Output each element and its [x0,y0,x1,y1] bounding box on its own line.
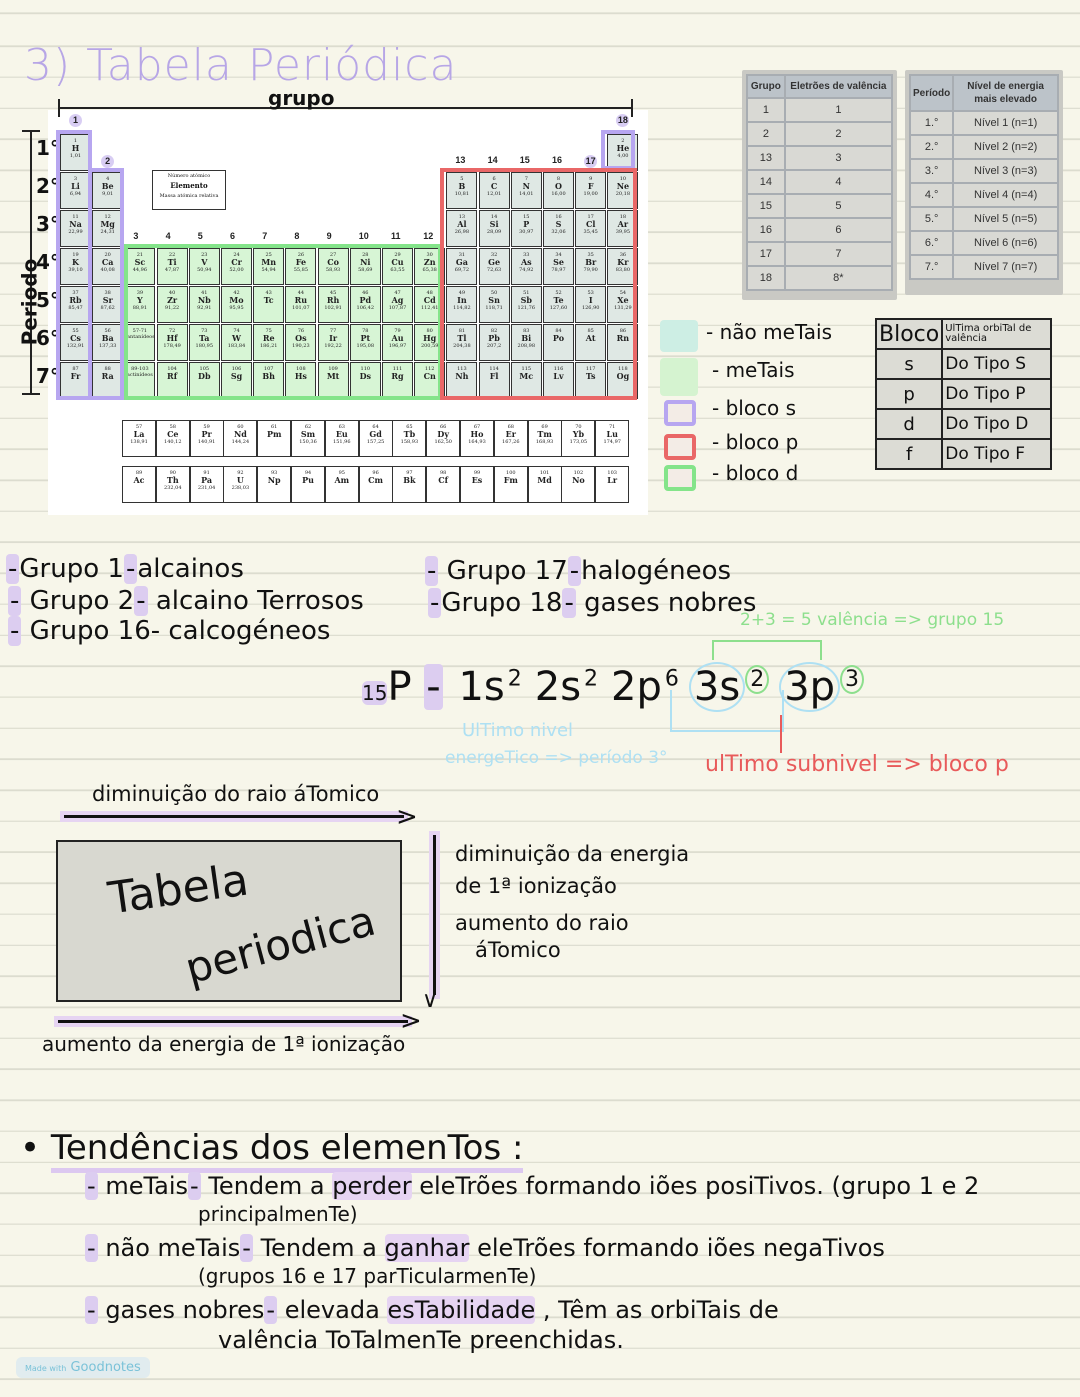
element-cell: 12 Mg 24,31 [92,210,123,247]
legend-swatch [660,358,698,396]
table-cell: 17 [747,242,785,266]
element-cell: 82 Pb 207,2 [479,324,510,361]
tendency-item-continuation: principalmenTe) [198,1202,358,1226]
element-cell: 3 Li 6,94 [60,172,91,209]
valence-electrons-table [746,74,893,291]
period-label: 3° [36,212,60,236]
d-block-outline [124,244,442,400]
key-atomic-mass: Massa atómica relativa [159,193,219,199]
element-cell: 7 N 14,01 [511,172,542,209]
period-label: 7° [36,364,60,388]
legend-swatch [660,320,698,352]
table-cell: 4 [785,170,892,194]
element-cell: 52 Te 127,60 [543,286,574,323]
table-row [747,170,892,194]
table-cell: 5.° [910,207,953,231]
p-block-outline [440,168,637,400]
element-cell: 96 Cm [359,466,393,503]
block-table [875,318,1052,470]
element-cell: 76 Os 190,23 [285,324,316,361]
element-cell: 78 Pt 195,08 [350,324,381,361]
element-cell: 15 P 30,97 [511,210,542,247]
element-cell: 17 Cl 35,45 [575,210,606,247]
group-name-18: -Grupo 18- gases nobres [430,588,757,618]
element-cell: 19 K 39,10 [60,248,91,285]
table-row [876,349,1051,379]
legend-label: - meTais [712,358,795,382]
table-cell: 1 [785,98,892,122]
tendency-item-continuation: (grupos 16 e 17 parTicularmenTe) [198,1264,537,1288]
element-cell: 62 Sm 150,36 [291,420,325,457]
table-cell: 14 [747,170,785,194]
table-cell: 5 [785,194,892,218]
element-cell: 73 Ta 180,95 [189,324,220,361]
page-title: 3) Tabela Periódica [24,40,458,91]
table-cell: Nível 6 (n=6) [953,231,1058,255]
orbital-type: Do Tipo D [942,409,1051,439]
element-cell: 14 Si 28,09 [479,210,510,247]
table-row [747,194,892,218]
element-cell: 27 Co 58,93 [318,248,349,285]
element-cell: 36 Kr 83,80 [607,248,638,285]
arrow-head-icon: > [396,802,418,832]
group-number: 14 [487,155,498,165]
element-cell: 21 Sc 44,96 [124,248,155,285]
s-block-outline-group1 [56,130,92,400]
period-label: 4° [36,250,60,274]
element-cell: 72 Hf 178,49 [157,324,188,361]
element-cell: 81 Tl 204,38 [446,324,477,361]
orbital-term: 2p $^6$ [611,664,679,710]
table-cell: 6 [785,218,892,242]
table-row [747,242,892,266]
element-cell: 84 Po [543,324,574,361]
element-cell: 89-103 actinídeos [124,362,155,399]
element-cell: 67 Ho 164,93 [460,420,494,457]
table-cell: 7.° [910,255,953,279]
table-row [876,439,1051,469]
table-cell: 1 [747,98,785,122]
table-row [747,266,892,290]
element-cell: 87 Fr [60,362,91,399]
element-cell: 18 Ar 39,95 [607,210,638,247]
element-cell: 66 Dy 162,50 [426,420,460,457]
group-number: 2 [101,155,114,168]
table-row [910,255,1058,279]
element-cell: 89 Ac [122,466,156,503]
element-cell: 16 S 32,06 [543,210,574,247]
element-cell: 38 Sr 87,62 [92,286,123,323]
last-level-note-1: UlTimo nivel [462,720,574,741]
element-cell: 45 Rh 102,91 [318,286,349,323]
period-label: 2° [36,174,60,198]
table-cell: 15 [747,194,785,218]
orbital-term: 2s $^2$ [534,664,599,710]
element-cell: 95 Am [325,466,359,503]
element-cell: 47 Ag 107,87 [382,286,413,323]
legend-label: - bloco p [712,430,799,454]
table-row [876,409,1051,439]
element-cell: 75 Re 186,21 [253,324,284,361]
goodnotes-watermark: Made with Goodnotes [16,1357,150,1378]
element-cell: 91 Pa 231,04 [190,466,224,503]
group-name-2: - Grupo 2- alcaino Terrosos [10,586,364,616]
element-cell: 111 Rg [382,362,413,399]
block-letter: p [876,379,942,409]
atomic-number: 15 [362,681,388,705]
tendency-item-continuation: valência ToTalmenTe preenchidas. [218,1326,624,1354]
table-row [910,135,1058,159]
group-number: 4 [165,231,171,241]
group-axis-label: grupo [268,86,335,110]
energy-level-table [909,74,1059,280]
element-cell: 103 Lr [595,466,629,503]
arrow-head-down-icon: ∨ [422,988,439,1013]
legend-swatch [664,465,696,491]
group-name-16: - Grupo 16- calcogéneos [10,616,331,646]
tendency-item: - meTais- Tendem a perder eleTrões formando iões posiTivos. (grupo 1 e 2 [87,1172,980,1200]
tendency-item: - não meTais- Tendem a ganhar eleTrões formando iões negaTivos [87,1234,885,1262]
element-cell: 74 W 183,84 [221,324,252,361]
element-cell: 61 Pm [257,420,291,457]
block-letter: f [876,439,942,469]
key-atomic-number: Número atómico [167,173,211,179]
periodic-table-box [56,840,402,1002]
element-cell: 65 Tb 158,93 [392,420,426,457]
element-cell: 104 Rf [157,362,188,399]
right-arrow-bottom [58,1020,408,1023]
table-cell: Nível 3 (n=3) [953,159,1058,183]
element-cell: 6 C 12,01 [479,172,510,209]
element-cell: 98 Cf [426,466,460,503]
s-block-outline-helium [601,130,635,170]
element-cell: 57-71 lantanídeos [124,324,155,361]
group-number: 10 [358,231,369,241]
element-cell: 34 Se 78,97 [543,248,574,285]
element-cell: 100 Fm [494,466,528,503]
table-cell: Nível 7 (n=7) [953,255,1058,279]
table-cell: 18 [747,266,785,290]
group-number: 16 [552,155,563,165]
group-name-1: -Grupo 1-alcainos [8,554,244,584]
group-number: 13 [455,155,466,165]
element-cell: 77 Ir 192,22 [318,324,349,361]
element-cell: 114 Fl [479,362,510,399]
element-cell: 20 Ca 40,08 [92,248,123,285]
element-cell: 86 Rn [607,324,638,361]
table-cell: 13 [747,146,785,170]
last-sublevel-note: ulTimo subnivel => bloco p [705,752,1009,777]
element-cell: 8 O 16,00 [543,172,574,209]
element-cell: 49 In 114,82 [446,286,477,323]
element-cell: 92 U 238,03 [223,466,257,503]
element-cell: 33 As 74,92 [511,248,542,285]
element-cell: 35 Br 79,90 [575,248,606,285]
element-cell: 71 Lu 174,97 [595,420,629,457]
element-cell: 64 Gd 157,25 [359,420,393,457]
period-label: 6° [36,326,60,350]
element-cell: 115 Mc [511,362,542,399]
energy-level-photo [905,70,1063,295]
table-cell: 1.° [910,111,953,135]
element-cell: 106 Sg [221,362,252,399]
table-cell: 8* [785,266,892,290]
table-cell: 3.° [910,159,953,183]
element-cell: 85 At [575,324,606,361]
table-row [747,218,892,242]
top-arrow-label: diminuição do raio áTomico [92,782,380,806]
s-block-outline-group2 [88,168,124,400]
element-key-box [152,170,226,210]
element-cell: 112 Cn [414,362,445,399]
element-cell: 60 Nd 144,24 [223,420,257,457]
table-cell: 2.° [910,135,953,159]
legend-label: - bloco s [712,396,797,420]
element-cell: 107 Bh [253,362,284,399]
right-text-4: áTomico [475,938,561,962]
table-row [747,146,892,170]
element-cell: 40 Zr 91,22 [157,286,188,323]
element-cell: 58 Ce 140,12 [156,420,190,457]
element-cell: 28 Ni 58,69 [350,248,381,285]
element-cell: 90 Th 232,04 [156,466,190,503]
element-cell: 31 Ga 69,72 [446,248,477,285]
legend-label: - bloco d [712,461,799,485]
element-cell: 99 Es [460,466,494,503]
element-cell: 113 Nh [446,362,477,399]
group-number: 15 [519,155,530,165]
table-cell: Nível 2 (n=2) [953,135,1058,159]
col-header: Eletrões de valência [785,75,892,98]
table-row [910,207,1058,231]
element-cell: 116 Lv [543,362,574,399]
element-cell: 93 Np [257,466,291,503]
group-number: 7 [262,231,268,241]
last-level-note-2: energeTico => período 3° [445,748,668,768]
element-cell: 68 Er 167,26 [494,420,528,457]
element-cell: 56 Ba 137,33 [92,324,123,361]
element-cell: 2 He 4,00 [607,134,638,171]
orbital-type: Do Tipo P [942,379,1051,409]
table-cell: 6.° [910,231,953,255]
group-axis-line [58,107,633,109]
element-cell: 24 Cr 52,00 [221,248,252,285]
element-cell: 10 Ne 20,18 [607,172,638,209]
element-cell: 43 Tc [253,286,284,323]
element-cell: 46 Pd 106,42 [350,286,381,323]
tendency-item: - gases nobres- elevada esTabilidade , Têm as orbiTais de [87,1296,779,1324]
col-header: Período [910,75,953,111]
electron-configuration: 15P - 1s $^2$ 2s $^2$ 2p $^6$ 3s $^2$ 3p $^3$ [362,664,874,710]
group-number: 18 [617,115,628,125]
col-header: Bloco [876,319,942,349]
element-cell: 108 Hs [285,362,316,399]
table-cell: Nível 5 (n=5) [953,207,1058,231]
element-cell: 101 Md [528,466,562,503]
element-cell: 42 Mo 95,95 [221,286,252,323]
group-number: 1 [69,114,82,127]
group-number: 5 [197,231,203,241]
element-cell: 30 Zn 65,38 [414,248,445,285]
table-cell: 2 [747,122,785,146]
element-cell: 53 I 126,90 [575,286,606,323]
valence-note: 2+3 = 5 valência => grupo 15 [740,610,1005,630]
element-cell: 37 Rb 85,47 [60,286,91,323]
element-cell: 57 La 138,91 [122,420,156,457]
element-cell: 29 Cu 63,55 [382,248,413,285]
table-row [910,111,1058,135]
element-cell: 44 Ru 101,07 [285,286,316,323]
right-text-1: diminuição da energia [455,842,690,866]
element-cell: 48 Cd 112,41 [414,286,445,323]
valence-electrons-photo [742,70,897,300]
element-cell: 110 Ds [350,362,381,399]
element-cell: 70 Yb 173,05 [561,420,595,457]
element-cell: 118 Og [607,362,638,399]
group-number: 11 [391,231,401,241]
legend-swatch [664,400,696,426]
element-cell: 117 Ts [575,362,606,399]
element-cell: 32 Ge 72,63 [479,248,510,285]
table-row [910,159,1058,183]
valence-bracket [712,640,822,660]
table-row [910,231,1058,255]
col-header: Nível de energia mais elevado [953,75,1058,111]
period-axis-label: Periodo [17,258,42,346]
table-row [876,379,1051,409]
table-cell: 7 [785,242,892,266]
table-cell: 2 [785,122,892,146]
element-cell: 26 Fe 55,85 [285,248,316,285]
element-cell: 63 Eu 151,96 [325,420,359,457]
group-number: 8 [294,231,300,241]
right-text-2: de 1ª ionização [455,874,617,898]
tendencias-heading: • Tendências dos elemenTos : [20,1128,523,1168]
bullet-icon: • [20,1128,41,1168]
element-cell: 11 Na 22,99 [60,210,91,247]
block-letter: s [876,349,942,379]
element-cell: 50 Sn 118,71 [479,286,510,323]
element-cell: 80 Hg 200,59 [414,324,445,361]
element-cell: 55 Cs 132,91 [60,324,91,361]
element-cell: 25 Mn 54,94 [253,248,284,285]
group-number: 3 [133,231,139,241]
config-terms [455,664,874,710]
table-cell: Nível 4 (n=4) [953,183,1058,207]
legend-label: - não meTais [706,320,833,344]
element-cell: 83 Bi 208,98 [511,324,542,361]
element-cell: 88 Ra [92,362,123,399]
element-symbol: P [387,664,412,710]
table-row [747,98,892,122]
element-cell: 105 Db [189,362,220,399]
table-cell: 3 [785,146,892,170]
orbital-term: 3s $^2$ [689,664,769,710]
element-cell: 13 Al 26,98 [446,210,477,247]
bottom-arrow-label: aumento da energia de 1ª ionização [42,1032,406,1056]
element-cell: 1 H 1,01 [60,134,91,171]
element-cell: 41 Nb 92,91 [189,286,220,323]
element-cell: 54 Xe 131,29 [607,286,638,323]
element-cell: 79 Au 196,97 [382,324,413,361]
box-text-2: periodica [179,895,381,994]
group-number: 12 [423,231,434,241]
last-level-connector [670,690,784,732]
orbital-type: Do Tipo F [942,439,1051,469]
block-letter: d [876,409,942,439]
table-row [747,122,892,146]
element-cell: 59 Pr 140,91 [190,420,224,457]
element-cell: 97 Bk [392,466,426,503]
element-cell: 5 B 10,81 [446,172,477,209]
orbital-term: 1s $^2$ [458,664,522,710]
last-sublevel-arrow [780,715,782,753]
key-element: Elemento [170,181,208,190]
element-cell: 9 F 19,00 [575,172,606,209]
group-number: 6 [230,231,236,241]
arrow-head-icon: > [400,1006,422,1036]
element-cell: 4 Be 9,01 [92,172,123,209]
right-arrow-top [64,815,404,818]
legend-swatch [664,434,696,460]
right-text-3: aumento do raio [455,911,629,935]
element-cell: 51 Sb 121,76 [511,286,542,323]
group-name-17: - Grupo 17-halogéneos [427,556,732,586]
col-header: Grupo [747,75,785,98]
box-text-1: Tabela [105,854,252,925]
table-row [910,183,1058,207]
period-label: 5° [36,288,60,312]
group-number: 17 [585,156,596,166]
orbital-term: 3p $^3$ [779,664,864,710]
element-cell: 102 No [561,466,595,503]
col-header: UlTima orbiTal de valência [942,319,1051,349]
period-label: 1° [36,136,60,160]
table-cell: Nível 1 (n=1) [953,111,1058,135]
element-cell: 69 Tm 168,93 [528,420,562,457]
table-cell: 4.° [910,183,953,207]
group-number: 9 [326,231,332,241]
down-arrow [433,835,436,995]
element-cell: 23 V 50,94 [189,248,220,285]
element-cell: 94 Pu [291,466,325,503]
element-cell: 39 Y 88,91 [124,286,155,323]
element-cell: 22 Ti 47,87 [157,248,188,285]
orbital-type: Do Tipo S [942,349,1051,379]
table-cell: 16 [747,218,785,242]
element-cell: 109 Mt [318,362,349,399]
